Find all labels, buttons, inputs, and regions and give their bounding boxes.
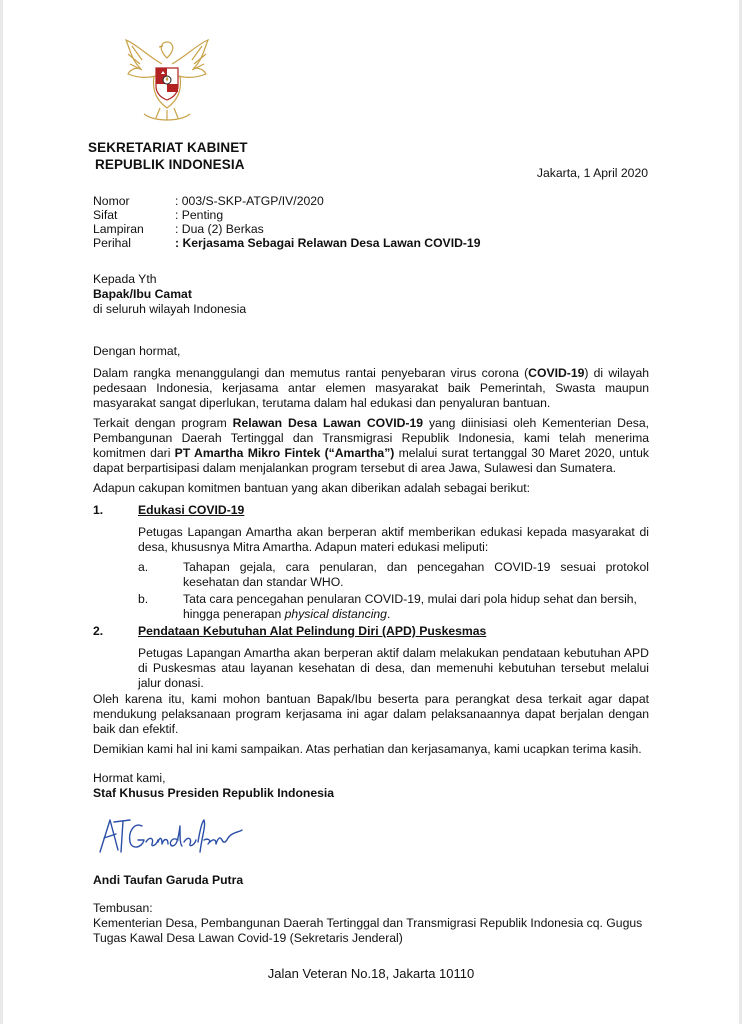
meta-nomor-value: : 003/S-SKP-ATGP/IV/2020 — [175, 194, 324, 208]
meta-lampiran-value: : Dua (2) Berkas — [175, 222, 264, 236]
p2-text-e: melalui surat tertanggal 30 Maret 2020, untuk dapat berpartisipasi dalam menjalankan program tersebut di area Jawa, Sulawesi dan Sumatera. — [93, 446, 650, 475]
signatory-name: Andi Taufan Garuda Putra — [93, 873, 244, 887]
item-1-number: 1. — [93, 503, 104, 517]
item-1a-label: a. — [138, 560, 149, 574]
letterhead-line1: SEKRETARIAT KABINET — [88, 140, 248, 155]
closing-regards: Hormat kami, — [93, 771, 166, 785]
meta-nomor — [93, 194, 324, 208]
meta-perihal-label: Perihal — [93, 236, 131, 250]
p1-text-c: ) di wilayah pedesaan Indonesia, kerjasama antar elemen masyarakat baik Pemerintah, Swasta maupun masyarakat sangat diperlukan, terutama dalam hal edukasi dan penyaluran bantuan. — [93, 366, 649, 410]
salutation: Dengan hormat, — [93, 344, 181, 358]
meta-lampiran — [93, 222, 264, 236]
footer-address: Jalan Veteran No.18, Jakarta 10110 — [267, 966, 475, 981]
p2-bold-program: Relawan Desa Lawan COVID-19 — [232, 416, 424, 430]
item-1b-text-end: . — [386, 607, 391, 621]
recipient-kepada: Kepada Yth — [93, 272, 157, 286]
closing-position: Staf Khusus Presiden Republik Indonesia — [93, 786, 335, 800]
item-2-number: 2. — [93, 624, 104, 638]
cc-text: Kementerian Desa, Pembangunan Daerah Tertinggal dan Transmigrasi Republik Indonesia cq. Gugus Tugas Kawal Desa Lawan Covid-19 (Sekretaris Jenderal) — [93, 916, 643, 945]
meta-sifat — [93, 208, 223, 222]
meta-perihal-value: : Kerjasama Sebagai Relawan Desa Lawan COVID-19 — [175, 236, 481, 250]
p2-text-c: yang diinisiasi oleh Kementerian Desa, Pembangunan Daerah Tertinggal dan Transmigrasi Republik Indonesia, kami telah menerima komitmen dari — [93, 416, 649, 460]
meta-perihal — [93, 236, 481, 250]
signature-image — [96, 812, 246, 860]
letterhead-line2: REPUBLIK INDONESIA — [95, 157, 245, 172]
item-1a-text: Tahapan gejala, cara penularan, dan pencegahan COVID-19 sesuai protokol kesehatan dan standar WHO. — [183, 560, 649, 589]
p1-bold: COVID-19 — [528, 366, 585, 380]
item-1b-italic: physical distancing — [284, 607, 387, 621]
meta-sifat-label: Sifat — [93, 208, 118, 222]
item-1b-text — [183, 592, 649, 622]
item-2-body: Petugas Lapangan Amartha akan berperan aktif dalam melakukan pendataan kebutuhan APD di Puskesmas atau layanan kesehatan di desa, dan memenuhi kebutuhan tersebut melalui jalur donasi. — [138, 646, 649, 690]
p2-text-a: Terkait dengan program — [93, 416, 233, 430]
item-1-title: Edukasi COVID-19 — [138, 503, 245, 517]
place-date: Jakarta, 1 April 2020 — [536, 166, 648, 180]
p2-bold-company: PT Amartha Mikro Fintek (“Amartha”) — [174, 446, 395, 460]
item-1b-label: b. — [138, 592, 149, 606]
cc-label: Tembusan: — [93, 901, 153, 915]
meta-nomor-label: Nomor — [93, 194, 130, 208]
recipient-location: di seluruh wilayah Indonesia — [93, 302, 247, 316]
item-2-title: Pendataan Kebutuhan Alat Pelindung Diri (APD) Puskesmas — [138, 624, 487, 638]
recipient-name: Bapak/Ibu Camat — [93, 287, 192, 301]
item-1b-text-main: Tata cara pencegahan penularan COVID-19, mulai dari pola hidup sehat dan bersih, hingga penerapan — [183, 592, 637, 621]
meta-sifat-value: : Penting — [175, 208, 224, 222]
paragraph-1 — [93, 366, 649, 411]
paragraph-2 — [93, 416, 649, 476]
item-1-body: Petugas Lapangan Amartha akan berperan aktif memberikan edukasi kepada masyarakat di desa, khususnya Mitra Amartha. Adapun materi edukasi meliputi: — [138, 525, 649, 554]
paragraph-3: Adapun cakupan komitmen bantuan yang akan diberikan adalah sebagai berikut: — [93, 481, 531, 495]
p1-text-a: Dalam rangka menanggulangi dan memutus rantai penyebaran virus corona ( — [93, 366, 529, 380]
page-edge-left — [0, 0, 3, 1024]
paragraph-4: Oleh karena itu, kami mohon bantuan Bapak/Ibu beserta para perangkat desa terkait agar dapat mendukung pelaksanaan program kerjasama ini agar dalam pelaksanaannya dapat berjalan dengan baik dan efektif. — [93, 692, 649, 736]
garuda-emblem-icon — [118, 34, 216, 126]
meta-lampiran-label: Lampiran — [93, 222, 144, 236]
paragraph-5: Demikian kami hal ini kami sampaikan. Atas perhatian dan kerjasamanya, kami ucapkan terima kasih. — [93, 742, 642, 756]
